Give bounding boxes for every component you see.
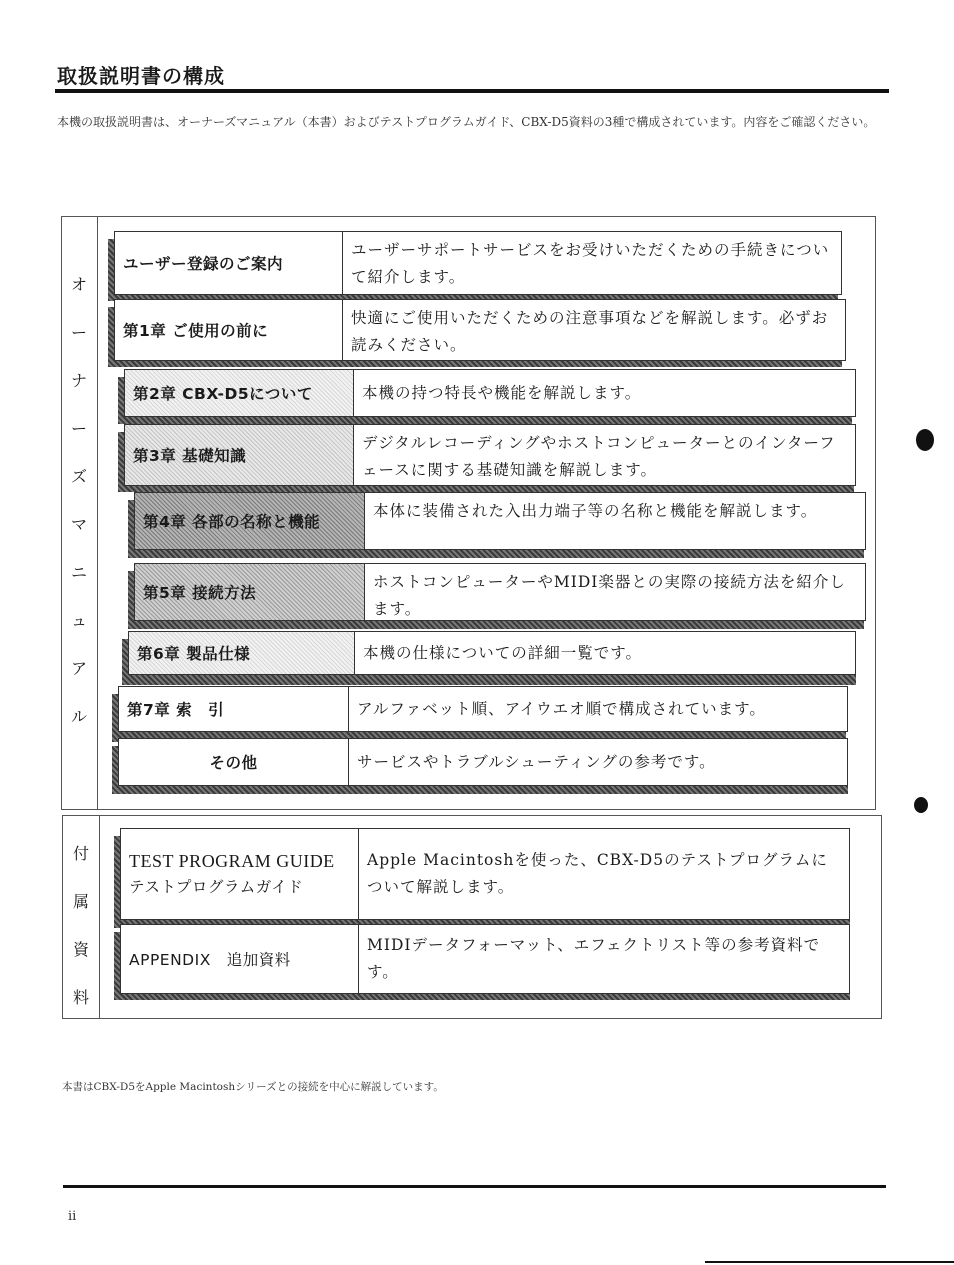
corner-rule <box>705 1261 954 1263</box>
row-box <box>134 492 866 550</box>
owners-manual-label-char: ー <box>70 419 87 438</box>
row-box <box>120 924 850 994</box>
row-box <box>124 369 856 417</box>
row-box <box>124 424 856 486</box>
owners-manual-label-char: ル <box>70 707 87 726</box>
title-rule <box>55 89 889 93</box>
row-description: ユーザーサポートサービスをお受けいただくための手続きについて紹介します。 <box>351 241 830 286</box>
row-box <box>114 299 846 361</box>
owners-manual-label-char: ナ <box>70 371 87 390</box>
row-description: 本機の仕様についての詳細一覧です。 <box>363 643 642 662</box>
owners-manual-inner-frame <box>97 216 98 810</box>
row-label: ユーザー登録のご案内 <box>115 232 343 294</box>
appendix-label-char: 属 <box>72 892 89 911</box>
row-label: その他 <box>119 739 349 785</box>
row-label: 第7章 索 引 <box>119 687 349 731</box>
row-box <box>114 231 842 295</box>
owners-manual-label <box>62 277 96 757</box>
row-label: 第3章 基礎知識 <box>125 425 354 485</box>
appendix-label-char: 資 <box>72 940 89 959</box>
row-label: 第5章 接続方法 <box>135 564 365 620</box>
appendix-divider <box>99 816 100 1018</box>
owners-manual-label-char: オ <box>70 275 87 294</box>
row-description: サービスやトラブルシューティングの参考です。 <box>357 752 716 771</box>
row-box <box>118 738 848 786</box>
row-description: Apple Macintoshを使った、CBX-D5のテストプログラムについて解説します。 <box>367 851 828 896</box>
row-description: 快適にご使用いただくための注意事項などを解説します。必ずお読みください。 <box>351 309 829 354</box>
owners-manual-label-char: ズ <box>70 467 87 486</box>
appendix-label-char: 料 <box>72 988 89 1007</box>
appendix-label-char: 付 <box>72 844 89 863</box>
row-description: 本体に装備された入出力端子等の名称と機能を解説します。 <box>373 502 818 520</box>
row-label: 第6章 製品仕様 <box>129 632 355 674</box>
binding-hole-mark <box>916 429 934 451</box>
row-box <box>118 686 848 732</box>
row-description: アルファベット順、アイウエオ順で構成されています。 <box>357 699 766 718</box>
owners-manual-label-char: ニ <box>70 563 87 582</box>
row-box <box>134 563 866 621</box>
owners-manual-label-char: ー <box>70 323 87 342</box>
owners-manual-label-char: マ <box>70 515 87 534</box>
owners-manual-label-char: ュ <box>70 611 87 630</box>
row-label: 第2章 CBX-D5について <box>125 370 354 416</box>
row-description: 本機の持つ特長や機能を解説します。 <box>362 383 642 402</box>
row-label: 第1章 ご使用の前に <box>115 300 343 360</box>
page-title: 取扱説明書の構成 <box>57 64 225 88</box>
row-label: APPENDIX 追加資料 <box>121 925 359 993</box>
row-description: デジタルレコーディングやホストコンピューターとのインターフェースに関する基礎知識を解説します。 <box>362 434 836 479</box>
row-box <box>128 631 856 675</box>
row-label-japanese: テストプログラムガイド <box>129 878 304 896</box>
row-label <box>121 829 359 919</box>
row-label: 第4章 各部の名称と機能 <box>135 493 365 549</box>
bottom-rule <box>63 1185 886 1188</box>
binding-hole-mark <box>914 797 928 813</box>
page-number: ii <box>68 1209 77 1224</box>
row-description: MIDIデータフォーマット、エフェクトリスト等の参考資料です。 <box>367 936 821 981</box>
appendix-label <box>63 846 99 1038</box>
row-label-english: TEST PROGRAM GUIDE <box>129 851 335 871</box>
intro-text: 本機の取扱説明書は、オーナーズマニュアル（本書）およびテストプログラムガイド、CBX-D5資料の3種で構成されています。内容をご確認ください。 <box>57 115 876 129</box>
row-box <box>120 828 850 920</box>
row-description: ホストコンピューターやMIDI楽器との実際の接続方法を紹介します。 <box>373 573 846 618</box>
owners-manual-label-char: ア <box>70 659 87 678</box>
footnote: 本書はCBX-D5をApple Macintoshシリーズとの接続を中心に解説しています。 <box>62 1081 444 1093</box>
